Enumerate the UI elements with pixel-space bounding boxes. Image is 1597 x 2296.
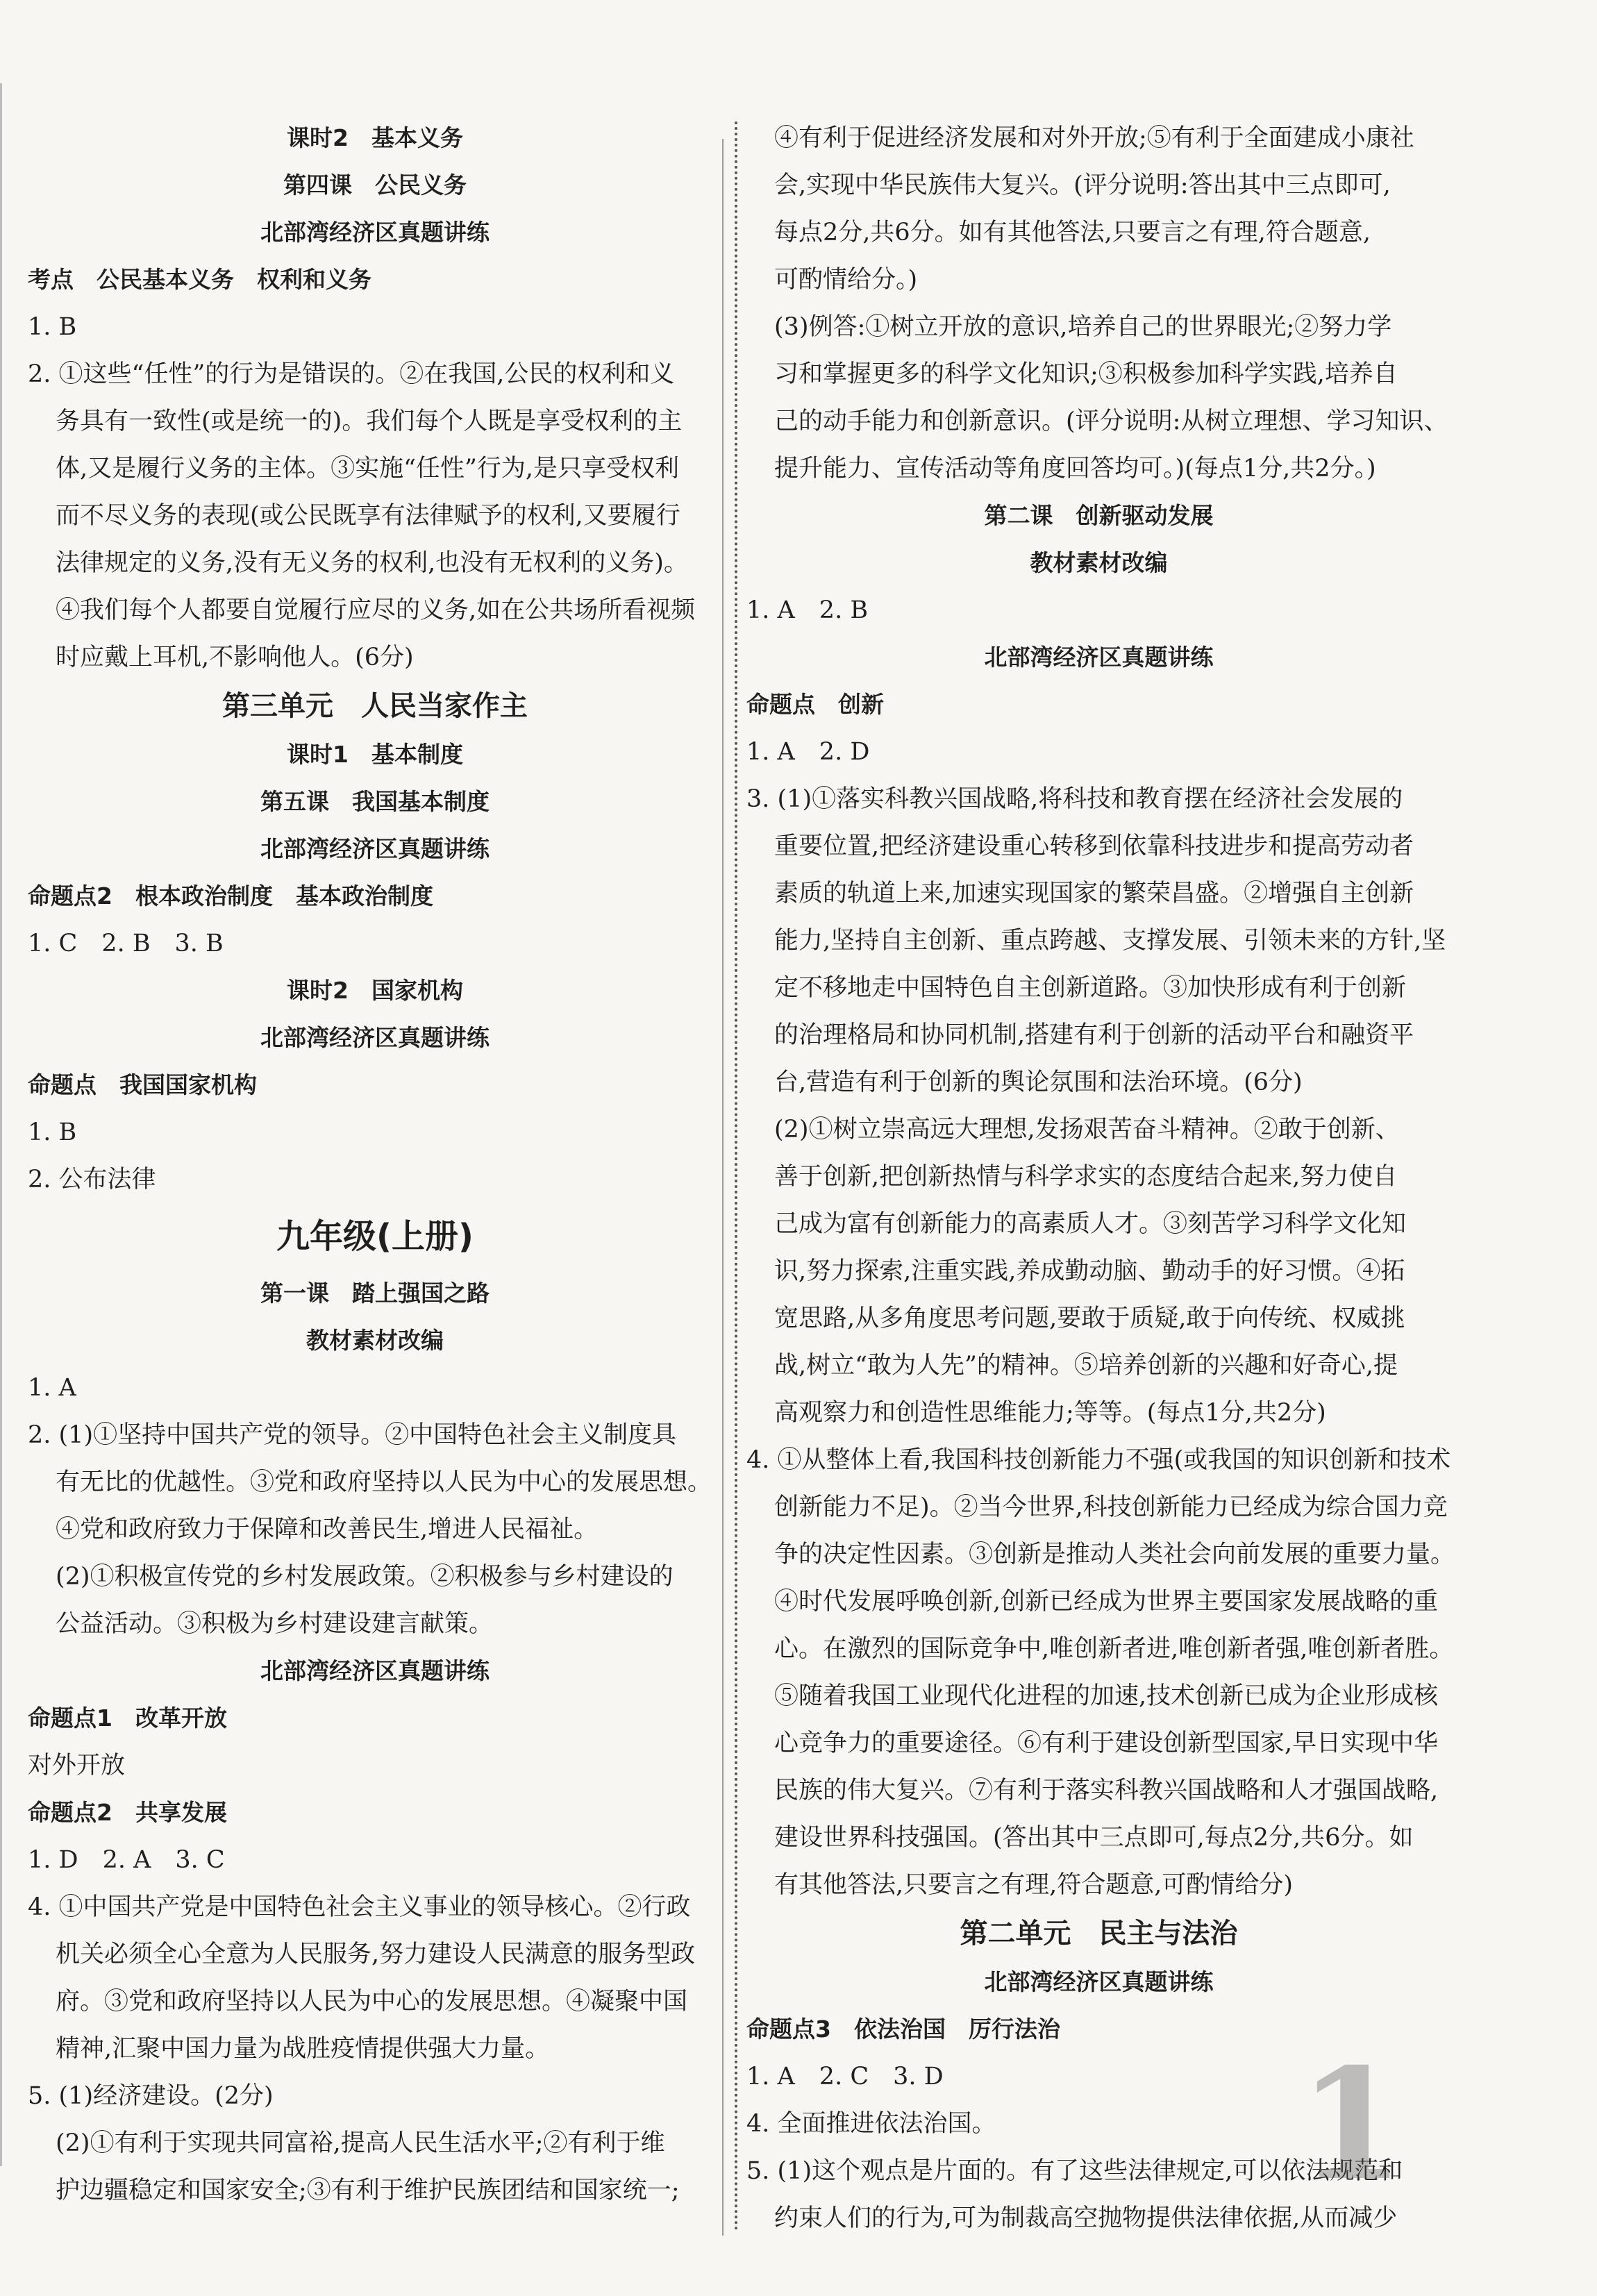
answer-line: 5. (1)经济建设。(2分) xyxy=(28,2082,274,2110)
column-rule xyxy=(722,139,724,2236)
column-divider xyxy=(735,121,737,2232)
section-heading: 教材素材改编 xyxy=(306,1327,444,1354)
answer-line: 的治理格局和协同机制,搭建有利于创新的活动平台和融资平 xyxy=(774,1021,1414,1049)
answer-line: 1. B xyxy=(28,313,77,341)
answer-line: 1. B xyxy=(28,1118,77,1146)
section-heading: 课时2 国家机构 xyxy=(287,977,463,1004)
answer-line: 能力,坚持自主创新、重点跨越、支撑发展、引领未来的方针,坚 xyxy=(774,927,1446,955)
answer-line: 1. A 2. D xyxy=(746,738,870,766)
section-heading: 第一课 踏上强国之路 xyxy=(260,1280,490,1307)
answer-line: 4. ①中国共产党是中国特色社会主义事业的领导核心。②行政 xyxy=(28,1893,691,1921)
answer-line: (2)①积极宣传党的乡村发展政策。②积极参与乡村建设的 xyxy=(56,1563,674,1591)
answer-line: 宽思路,从多角度思考问题,要敢于质疑,敢于向传统、权威挑 xyxy=(774,1305,1405,1332)
section-heading: 课时2 基本义务 xyxy=(287,124,463,151)
answer-line: 法律规定的义务,没有无义务的权利,也没有无权利的义务)。 xyxy=(56,549,688,577)
answer-line: 有其他答法,只要言之有理,符合题意,可酌情给分) xyxy=(774,1871,1294,1899)
answer-line: 4. ①从整体上看,我国科技创新能力不强(或我国的知识创新和技术 xyxy=(746,1446,1451,1474)
topic-heading: 命题点 我国国家机构 xyxy=(28,1071,257,1098)
answer-line: ④时代发展呼唤创新,创新已经成为世界主要国家发展战略的重 xyxy=(774,1588,1439,1616)
answer-line: 善于创新,把创新热情与科学求实的态度结合起来,努力使自 xyxy=(774,1163,1398,1191)
answer-line: 5. (1)这个观点是片面的。有了这些法律规定,可以依法规范和 xyxy=(746,2157,1403,2185)
topic-heading: 命题点3 依法治国 厉行法治 xyxy=(746,2016,1060,2043)
answer-line: 己成为富有创新能力的高素质人才。③刻苦学习科学文化知 xyxy=(774,1210,1407,1238)
topic-heading: 命题点 创新 xyxy=(746,691,884,718)
answer-line: 高观察力和创造性思维能力;等等。(每点1分,共2分) xyxy=(774,1399,1326,1427)
answer-line: ④我们每个人都要自觉履行应尽的义务,如在公共场所看视频 xyxy=(56,596,696,624)
answer-line: 民族的伟大复兴。⑦有利于落实科教兴国战略和人才强国战略, xyxy=(774,1777,1439,1804)
unit-heading: 第三单元 人民当家作主 xyxy=(222,690,528,722)
answer-line: 2. (1)①坚持中国共产党的领导。②中国特色社会主义制度具 xyxy=(28,1421,677,1449)
answer-line: 定不移地走中国特色自主创新道路。③加快形成有利于创新 xyxy=(774,974,1407,1002)
answer-line: 提升能力、宣传活动等角度回答均可。)(每点1分,共2分。) xyxy=(774,455,1376,483)
page-edge-line xyxy=(0,83,2,2166)
answer-line: 战,树立“敢为人先”的精神。⑤培养创新的兴趣和好奇心,提 xyxy=(774,1352,1398,1380)
answer-line: 建设世界科技强国。(答出其中三点即可,每点2分,共6分。如 xyxy=(774,1824,1414,1852)
section-heading: 第二课 创新驱动发展 xyxy=(984,502,1214,529)
topic-heading: 命题点2 共享发展 xyxy=(28,1799,227,1826)
answer-line: 府。③党和政府坚持以人民为中心的发展思想。④凝聚中国 xyxy=(56,1988,688,2016)
answer-line: 精神,汇聚中国力量为战胜疫情提供强大力量。 xyxy=(56,2035,550,2063)
answer-line: 2. 公布法律 xyxy=(28,1166,156,1193)
left-column xyxy=(28,115,722,2214)
section-heading: 第五课 我国基本制度 xyxy=(260,788,490,815)
topic-heading: 命题点2 根本政治制度 基本政治制度 xyxy=(28,882,433,910)
answer-line: 会,实现中华民族伟大复兴。(评分说明:答出其中三点即可, xyxy=(774,171,1391,199)
answer-line: 1. A 2. C 3. D xyxy=(746,2063,944,2090)
answer-line: 3. (1)①落实科教兴国战略,将科技和教育摆在经济社会发展的 xyxy=(746,785,1403,813)
answer-line: (2)①树立崇高远大理想,发扬艰苦奋斗精神。②敢于创新、 xyxy=(774,1116,1400,1143)
answer-line: 争的决定性因素。③创新是推动人类社会向前发展的重要力量。 xyxy=(774,1541,1455,1568)
answer-line: 创新能力不足)。②当今世界,科技创新能力已经成为综合国力竞 xyxy=(774,1493,1448,1521)
answer-line: 公益活动。③积极为乡村建设建言献策。 xyxy=(56,1610,494,1638)
section-heading: 北部湾经济区真题讲练 xyxy=(984,644,1214,671)
answer-line: 对外开放 xyxy=(28,1752,126,1779)
answer-line: 体,又是履行义务的主体。③实施“任性”行为,是只享受权利 xyxy=(56,455,680,483)
answer-line: 而不尽义务的表现(或公民既享有法律赋予的权利,又要履行 xyxy=(56,502,680,530)
answer-line: 识,努力探索,注重实践,养成勤动脑、勤动手的好习惯。④拓 xyxy=(774,1257,1405,1285)
answer-line: 务具有一致性(或是统一的)。我们每个人既是享受权利的主 xyxy=(56,408,683,435)
answer-line: 1. D 2. A 3. C xyxy=(28,1846,225,1874)
section-heading: 第四课 公民义务 xyxy=(283,171,467,199)
answer-line: 素质的轨道上来,加速实现国家的繁荣昌盛。②增强自主创新 xyxy=(774,880,1414,907)
answer-line: 1. A xyxy=(28,1374,76,1402)
answer-line: 1. A 2. B xyxy=(746,596,869,624)
answer-line: 护边疆稳定和国家安全;③有利于维护民族团结和国家统一; xyxy=(56,2177,680,2204)
right-column xyxy=(746,115,1455,2242)
answer-line: 己的动手能力和创新意识。(评分说明:从树立理想、学习知识、 xyxy=(774,408,1448,435)
answer-line: 心。在激烈的国际竞争中,唯创新者进,唯创新者强,唯创新者胜。 xyxy=(774,1635,1454,1663)
answer-line: 时应戴上耳机,不影响他人。(6分) xyxy=(56,644,414,671)
section-heading: 教材素材改编 xyxy=(1030,549,1168,576)
answer-line: 1. C 2. B 3. B xyxy=(28,930,224,957)
section-heading: 课时1 基本制度 xyxy=(287,741,463,768)
answer-line: 每点2分,共6分。如有其他答法,只要言之有理,符合题意, xyxy=(774,219,1371,246)
answer-line: ④党和政府致力于保障和改善民生,增进人民福祉。 xyxy=(56,1516,599,1543)
answer-line: 心竞争力的重要途径。⑥有利于建设创新型国家,早日实现中华 xyxy=(774,1729,1439,1757)
answer-line: 重要位置,把经济建设重心转移到依靠科技进步和提高劳动者 xyxy=(774,832,1414,860)
answer-line: 台,营造有利于创新的舆论氛围和法治环境。(6分) xyxy=(774,1069,1303,1096)
topic-heading: 考点 公民基本义务 权利和义务 xyxy=(28,266,371,293)
section-heading: 北部湾经济区真题讲练 xyxy=(260,1024,490,1051)
section-heading: 北部湾经济区真题讲练 xyxy=(260,835,490,862)
topic-heading: 命题点1 改革开放 xyxy=(28,1704,227,1732)
section-heading: 北部湾经济区真题讲练 xyxy=(260,1657,490,1684)
unit-heading: 第二单元 民主与法治 xyxy=(960,1918,1238,1950)
answer-line: 约束人们的行为,可为制裁高空抛物提供法律依据,从而减少 xyxy=(774,2204,1398,2232)
section-heading: 北部湾经济区真题讲练 xyxy=(984,1968,1214,1995)
answer-line: 4. 全面推进依法治国。 xyxy=(746,2110,996,2138)
answer-line: 机关必须全心全意为人民服务,努力建设人民满意的服务型政 xyxy=(56,1941,696,1968)
answer-line: 习和掌握更多的科学文化知识;③积极参加科学实践,培养自 xyxy=(774,360,1398,388)
answer-line: (2)①有利于实现共同富裕,提高人民生活水平;②有利于维 xyxy=(56,2129,665,2157)
answer-line: ⑤随着我国工业现代化进程的加速,技术创新已成为企业形成核 xyxy=(774,1682,1439,1710)
section-heading: 北部湾经济区真题讲练 xyxy=(260,219,490,246)
answer-line: 可酌情给分。) xyxy=(774,266,918,294)
answer-line: 2. ①这些“任性”的行为是错误的。②在我国,公民的权利和义 xyxy=(28,360,675,388)
answer-line: (3)例答:①树立开放的意识,培养自己的世界眼光;②努力学 xyxy=(774,313,1392,341)
answer-line: ④有利于促进经济发展和对外开放;⑤有利于全面建成小康社 xyxy=(774,124,1414,152)
answer-line: 有无比的优越性。③党和政府坚持以人民为中心的发展思想。 xyxy=(56,1468,712,1496)
page-number: 1 xyxy=(1298,2034,1405,2214)
grade-heading: 九年级(上册) xyxy=(276,1217,474,1256)
